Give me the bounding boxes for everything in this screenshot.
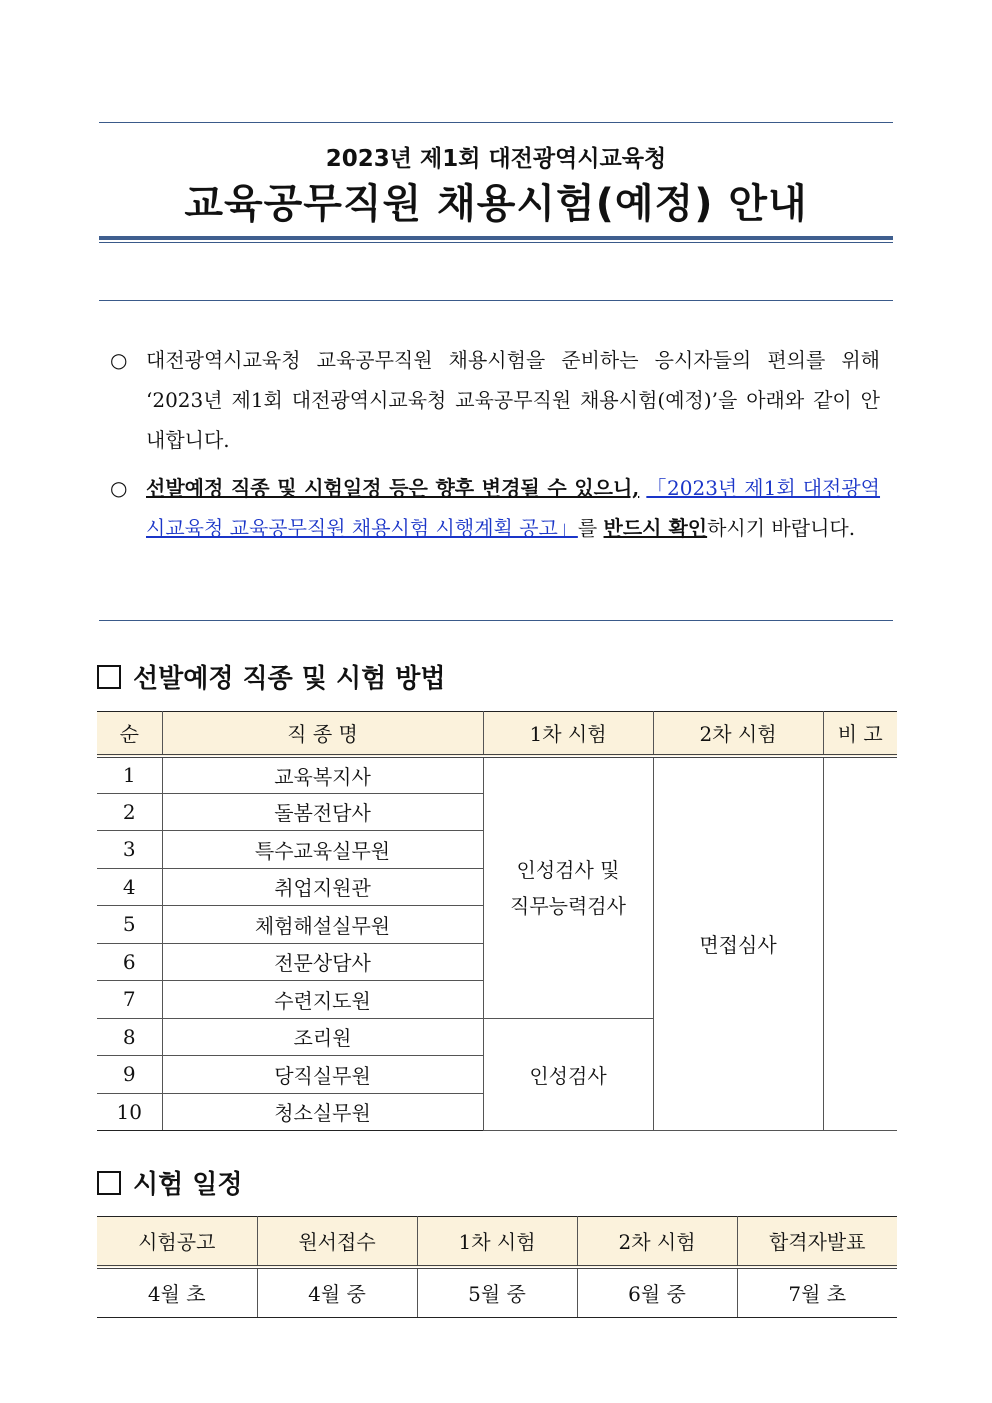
jobs-table — [97, 711, 897, 1131]
circle-bullet-icon: ○ — [110, 348, 128, 372]
row-no: 8 — [97, 1018, 162, 1056]
table-row — [97, 1267, 897, 1318]
row-no: 6 — [97, 943, 162, 981]
col-header-application: 원서접수 — [257, 1217, 417, 1267]
schedule-table — [97, 1216, 897, 1318]
row-job: 전문상담사 — [162, 943, 483, 981]
col-header-note: 비 고 — [823, 712, 897, 756]
col-header-exam2: 2차 시험 — [577, 1217, 737, 1267]
col-header-job: 직 종 명 — [162, 712, 483, 756]
row-job: 청소실무원 — [162, 1093, 483, 1131]
row-no: 10 — [97, 1093, 162, 1131]
col-header-exam1: 1차 시험 — [483, 712, 653, 756]
row-no: 2 — [97, 793, 162, 831]
exam1-group-b: 인성검사 — [483, 1018, 653, 1131]
note-cell — [823, 756, 897, 1131]
row-no: 5 — [97, 906, 162, 944]
exam1-group-a-line2: 직무능력검사 — [510, 893, 626, 918]
table-row — [97, 756, 897, 794]
row-no: 9 — [97, 1056, 162, 1094]
document-title: 교육공무직원 채용시험(예정) 안내 — [184, 181, 808, 227]
section-heading-schedule — [97, 1164, 243, 1201]
section-schedule-title: 시험 일정 — [133, 1170, 243, 1200]
intro-paragraph-1 — [110, 340, 880, 460]
row-job: 취업지원관 — [162, 868, 483, 906]
notice-emphasis: 선발예정 직종 및 시험일정 등은 향후 변경될 수 있으니, — [146, 476, 640, 500]
row-no: 1 — [97, 756, 162, 794]
intro-bottom-rule — [99, 620, 893, 621]
announcement-link[interactable]: 「2023년 제1회 대전광역시교육청 교육공무직원 채용시험 시행계획 공고」 — [146, 476, 881, 540]
col-header-exam1: 1차 시험 — [417, 1217, 577, 1267]
col-header-no: 순 — [97, 712, 162, 756]
col-header-results: 합격자발표 — [737, 1217, 897, 1267]
checkbox-square-icon — [97, 1171, 121, 1195]
row-job: 돌봄전담사 — [162, 793, 483, 831]
row-job: 체험해설실무원 — [162, 906, 483, 944]
intro-text-1: 대전광역시교육청 교육공무직원 채용시험을 준비하는 응시자들의 편의를 위해 ‘2023년 제1회 대전광역시교육청 교육공무직원 채용시험(예정)’을 아래와 같이 안내합니다. — [146, 348, 880, 452]
header-top-rule — [99, 122, 893, 123]
row-job: 교육복지사 — [162, 756, 483, 794]
row-job: 조리원 — [162, 1018, 483, 1056]
row-job: 특수교육실무원 — [162, 831, 483, 869]
section-heading-jobs — [97, 658, 445, 695]
row-no: 3 — [97, 831, 162, 869]
exam1-group-a-line1: 인성검사 및 — [516, 857, 620, 882]
section-jobs-title: 선발예정 직종 및 시험 방법 — [133, 664, 446, 694]
schedule-table-header — [97, 1217, 897, 1267]
notice-ending: 하시기 바랍니다. — [707, 516, 856, 540]
notice-particle: 를 — [577, 516, 598, 540]
intro-top-rule — [99, 300, 893, 301]
schedule-value-results: 7월 초 — [737, 1267, 897, 1318]
row-no: 4 — [97, 868, 162, 906]
col-header-announcement: 시험공고 — [97, 1217, 257, 1267]
schedule-value-exam1: 5월 중 — [417, 1267, 577, 1318]
exam1-group-a — [483, 756, 653, 1019]
row-no: 7 — [97, 981, 162, 1019]
checkbox-square-icon — [97, 665, 121, 689]
circle-bullet-icon: ○ — [110, 476, 128, 500]
header-bottom-rule-thin — [99, 242, 893, 243]
document-subtitle: 2023년 제1회 대전광역시교육청 — [325, 146, 667, 172]
schedule-value-application: 4월 중 — [257, 1267, 417, 1318]
intro-paragraph-2 — [110, 468, 880, 548]
col-header-exam2: 2차 시험 — [653, 712, 823, 756]
confirm-emphasis: 반드시 확인 — [603, 516, 708, 540]
schedule-value-announcement: 4월 초 — [97, 1267, 257, 1318]
row-job: 수련지도원 — [162, 981, 483, 1019]
intro-text-2 — [146, 468, 880, 548]
row-job: 당직실무원 — [162, 1056, 483, 1094]
jobs-table-header — [97, 712, 897, 756]
schedule-value-exam2: 6월 중 — [577, 1267, 737, 1318]
header-bottom-rule — [99, 236, 893, 240]
exam2-cell: 면접심사 — [653, 756, 823, 1131]
